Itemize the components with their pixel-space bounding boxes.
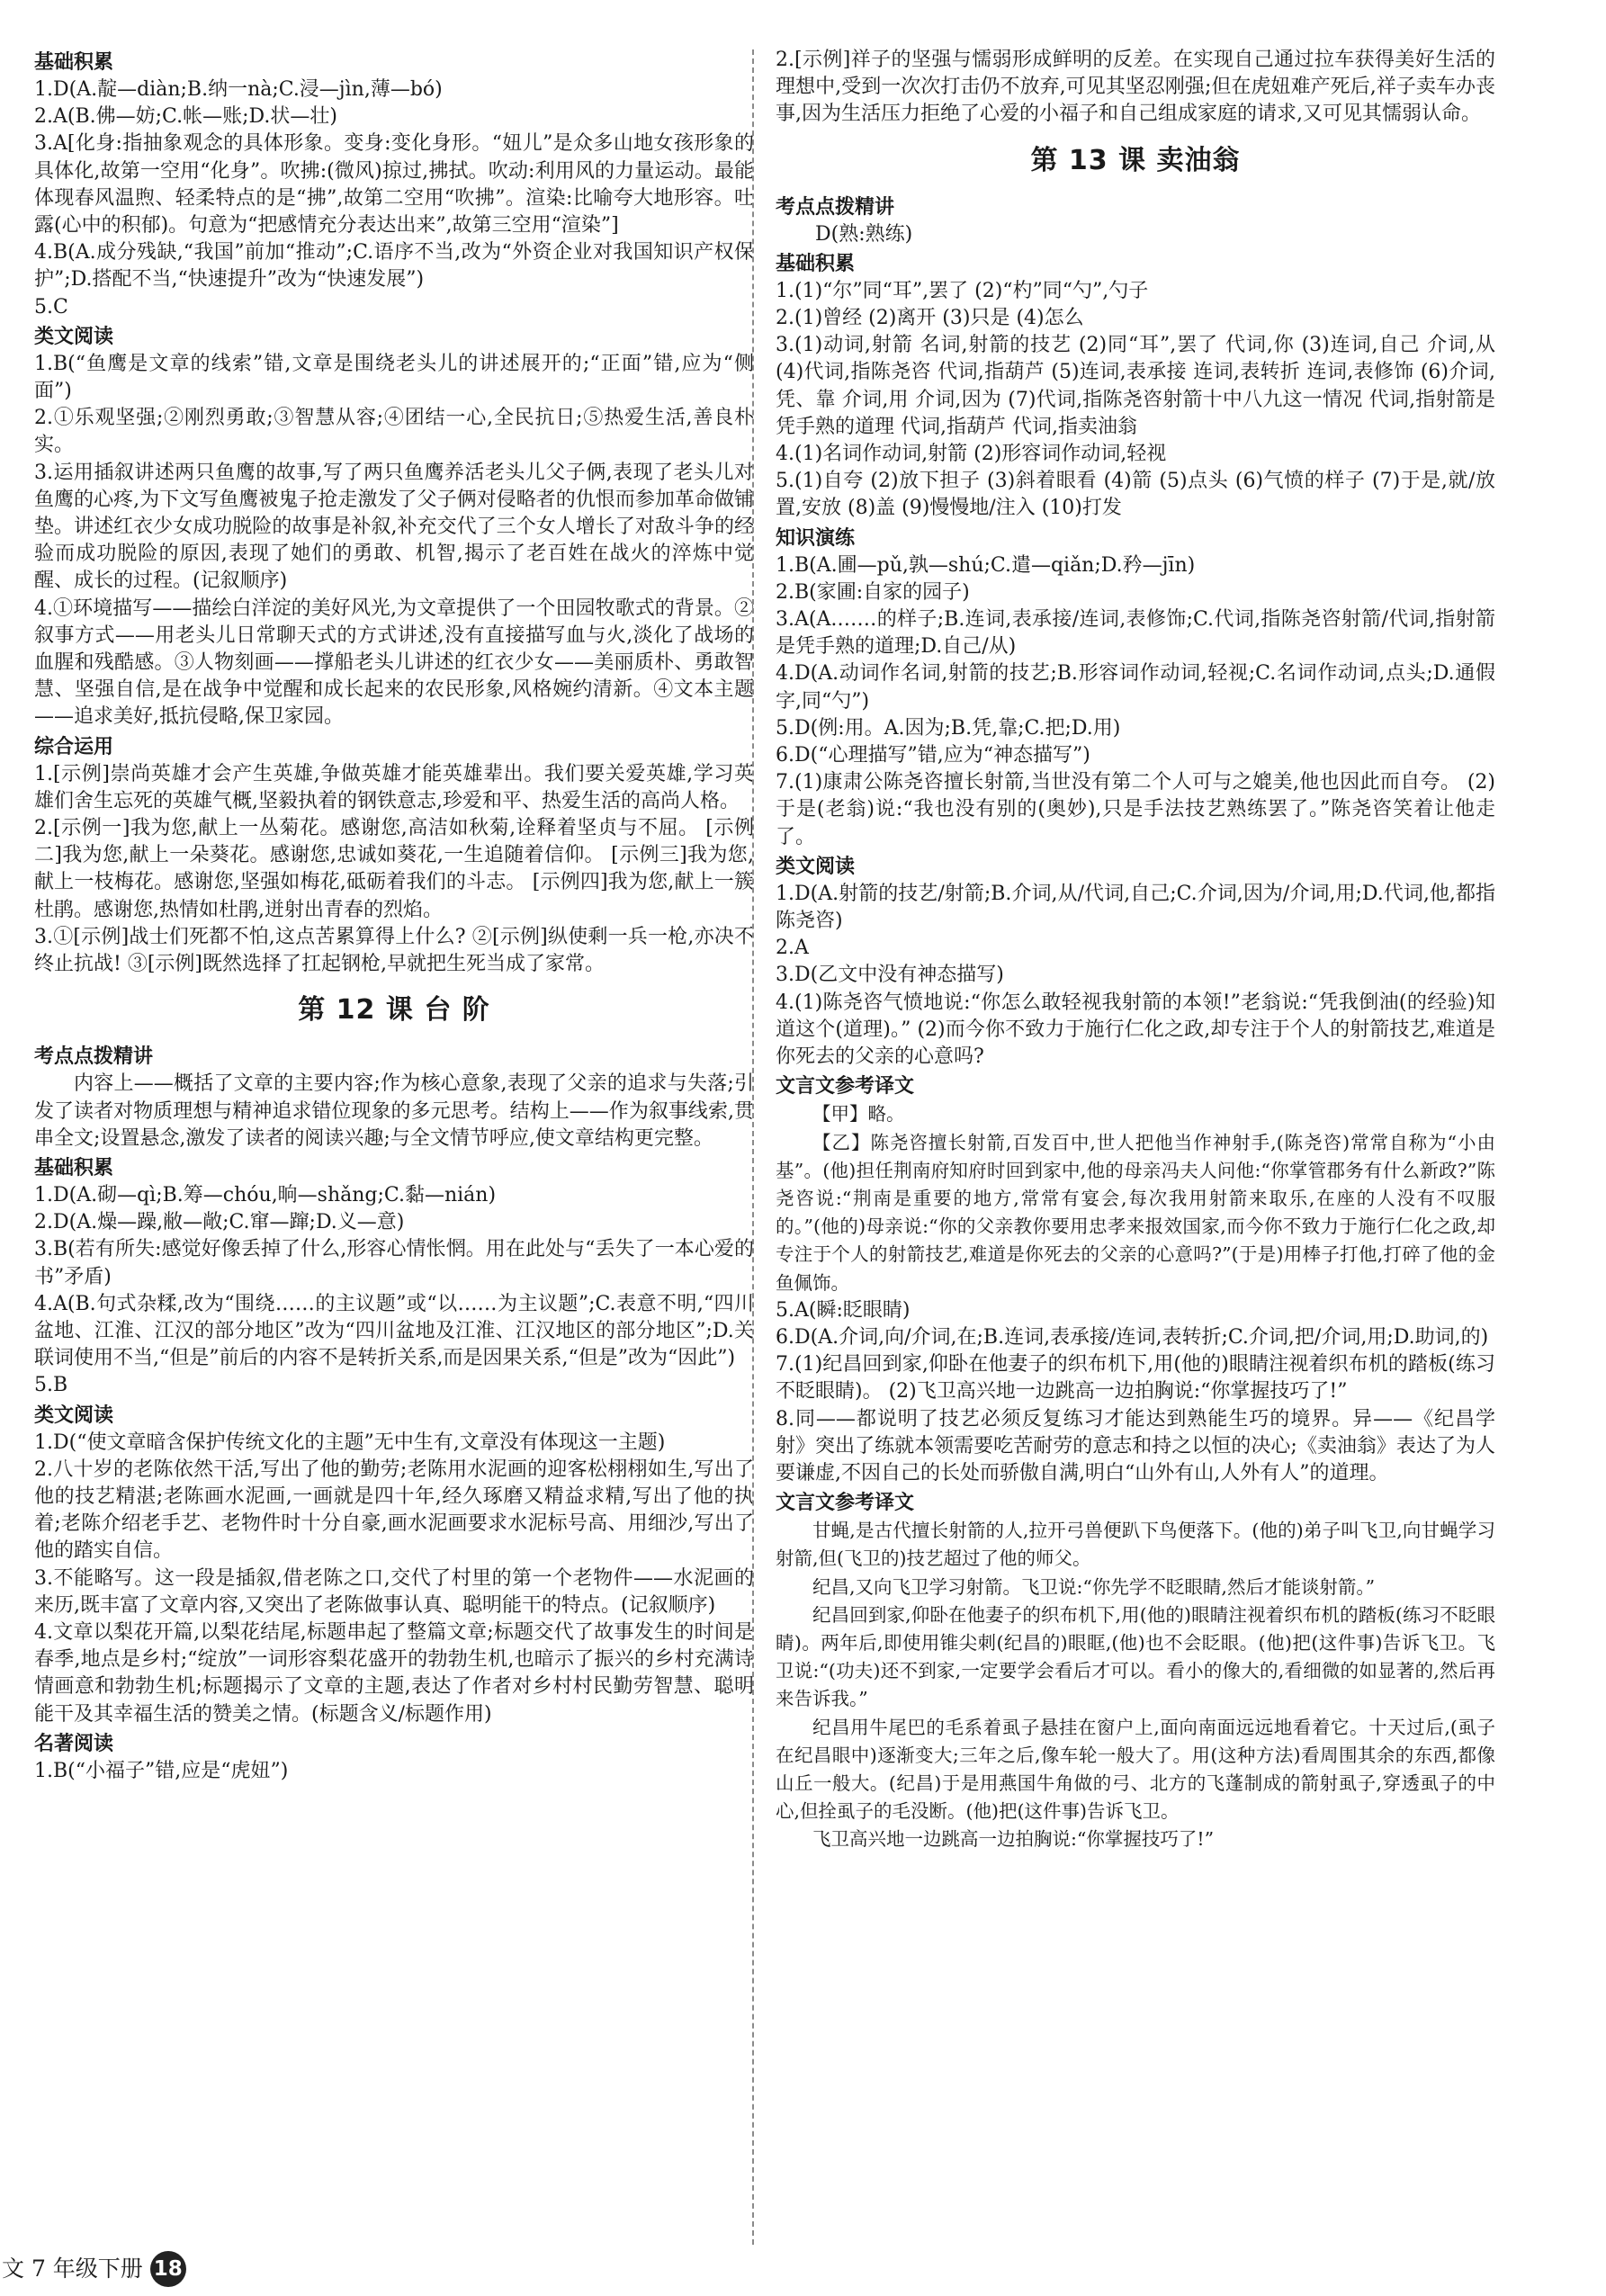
answer-paragraph: 3.①[示例]战士们死都不怕,这点苦累算得上什么? ②[示例]纵使剩一兵一枪,亦决不终止抗战! ③[示例]既然选择了扛起钢枪,早就把生死当成了家常。 [34, 925, 754, 976]
answer-paragraph: 4.D(A.动词作名词,射箭的技艺;B.形容词作动词,轻视;C.名词作动词,点头;D.通假字,同“勺”) [776, 662, 1495, 713]
answer-paragraph: 4.(1)名词作动词,射箭 (2)形容词作动词,轻视 [776, 443, 1167, 466]
answer-paragraph: 内容上——概括了文章的主要内容;作为核心意象,表现了父亲的追求与失落;引发了读者对物质理想与精神追求错位现象的多元思考。结构上——作为叙事线索,贯串全文;设置悬念,激发了读者的阅读兴趣;与全文情节呼应,使文章结构更完整。 [34, 1072, 754, 1150]
answer-paragraph: 1.D(“使文章暗含保护传统文化的主题”无中生有,文章没有体现这一主题) [34, 1431, 666, 1454]
answer-paragraph: 3.运用插叙讲述两只鱼鹰的故事,写了两只鱼鹰养活老头儿父子俩,表现了老头儿对鱼鹰的心疼,为下文写鱼鹰被鬼子抢走激发了父子俩对侵略者的仇恨而参加革命做铺垫。讲述红衣少女成功脱险的故事是补叙,补充交代了三个女人增长了对敌斗争的经验而成功脱险的原因,表现了她们的勇敢、机智,揭示了老百姓在战火的淬炼中觉醒、成长的过程。(记叙顺序) [34, 461, 754, 593]
answer-paragraph: 3.(1)动词,射箭 名词,射箭的技艺 (2)同“耳”,罢了 代词,你 (3)连词,自己 介词,从 (4)代词,指陈尧咨 代词,指葫芦 (5)连词,表承接 连词,表转折 连词,表修饰 (6)介词,凭、靠 介词,用 介词,因为 (7)代词,指陈尧咨射箭十中八九这一情况 代词,指射箭是凭手熟的道理 代词,指葫芦 代词,指卖油翁 [776, 334, 1495, 438]
answer-paragraph: 1.B(“鱼鹰是文章的线索”错,文章是围绕老头儿的讲述展开的;“正面”错,应为“侧面”) [34, 352, 754, 403]
answer-paragraph: 1.B(A.圃—pǔ,孰—shú;C.遣—qiǎn;D.矜—jīn) [776, 553, 1196, 577]
section-heading: 考点点拨精讲 [34, 1045, 154, 1069]
answer-paragraph: 5.B [34, 1374, 68, 1397]
answer-paragraph: 2.[示例一]我为您,献上一丛菊花。感谢您,高洁如秋菊,诠释着坚贞与不屈。 [示例二]我为您,献上一朵葵花。感谢您,忠诚如葵花,一生追随着信仰。 [示例三]我为您,献上一枝梅花。感谢您,坚强如梅花,砥砺着我们的斗志。 [示例四]我为您,献上一簇杜鹃。感谢您,热情如杜鹃,迸射出青春的烈焰。 [34, 817, 754, 921]
answer-paragraph: 纪昌,又向飞卫学习射箭。飞卫说:“你先学不眨眼睛,然后才能谈射箭。” [812, 1575, 1376, 1598]
section-heading: 基础积累 [34, 1156, 114, 1179]
section-heading: 类文阅读 [776, 855, 856, 878]
section-heading: 类文阅读 [34, 325, 114, 348]
answer-paragraph: 2.[示例]祥子的坚强与懦弱形成鲜明的反差。在实现自己通过拉车获得美好生活的理想中,受到一次次打击仍不放弃,可见其坚忍刚强;但在虎妞难产死后,祥子卖车办丧事,因为生活压力拒绝了心爱的小福子和自己组成家庭的请求,又可见其懦弱认命。 [776, 49, 1495, 126]
section-heading: 文言文参考译文 [776, 1492, 915, 1515]
answer-paragraph: 2.A(B.佛—妨;C.帐—账;D.状—壮) [34, 105, 337, 129]
answer-paragraph: 3.不能略写。这一段是插叙,借老陈之口,交代了村里的第一个老物件——水泥画的来历,既丰富了文章内容,又突出了老陈做事认真、聪明能干的特点。(记叙顺序) [34, 1566, 754, 1617]
answer-paragraph: 1.(1)“尔”同“耳”,罢了 (2)“杓”同“勺”,勺子 [776, 279, 1149, 302]
answer-paragraph: 3.D(乙文中没有神态描写) [776, 964, 1004, 987]
answer-paragraph: 4.(1)陈尧咨气愤地说:“你怎么敢轻视我射箭的本领!”老翁说:“凭我倒油(的经验)知道这个(道理)。” (2)而今你不致力于施行仁化之政,却专注于个人的射箭技艺,难道是你死去的父亲的心意吗? [776, 991, 1495, 1069]
answer-paragraph: 6.D(“心理描写”错,应为“神态描写”) [776, 744, 1090, 767]
lesson-title: 第 13 课 卖油翁 [1030, 144, 1241, 176]
section-heading: 考点点拨精讲 [776, 195, 895, 219]
answer-paragraph: 【乙】陈尧咨擅长射箭,百发百中,世人把他当作神射手,(陈尧咨)常常自称为“小由基”。(他)担任荆南府知府时回到家中,他的母亲冯夫人问他:“你掌管郡务有什么新政?”陈尧咨说:“荆南是重要的地方,常常有宴会,每次我用射箭来取乐,在座的人没有不叹服的。”(他的)母亲说:“你的父亲教你要用忠孝来报效国家,而今你不致力于施行仁化之政,却专注于个人的射箭技艺,难道是你死去的父亲的心意吗?”(于是)用棒子打他,打碎了他的金鱼佩饰。 [776, 1131, 1495, 1294]
section-heading: 基础积累 [34, 51, 114, 74]
answer-paragraph: 5.C [34, 295, 68, 318]
answer-paragraph: 5.(1)自夸 (2)放下担子 (3)斜着眼看 (4)箭 (5)点头 (6)气愤的样子 (7)于是,就/放置,安放 (8)盖 (9)慢慢地/注入 (10)打发 [776, 470, 1495, 520]
answer-paragraph: 飞卫高兴地一边跳高一边拍胸说:“你掌握技巧了!” [812, 1828, 1215, 1851]
answer-paragraph: 3.B(若有所失:感觉好像丢掉了什么,形容心情怅惘。用在此处与“丢失了一本心爱的书”矛盾) [34, 1238, 754, 1288]
answer-paragraph: 1.D(A.射箭的技艺/射箭;B.介词,从/代词,自己;C.介词,因为/介词,用;D.代词,他,都指陈尧咨) [776, 882, 1495, 933]
answer-paragraph: 2.A [776, 937, 809, 960]
section-heading: 综合运用 [34, 735, 114, 758]
answer-paragraph: 甘蝇,是古代擅长射箭的人,拉开弓兽便趴下鸟便落下。(他的)弟子叫飞卫,向甘蝇学习射箭,但(飞卫的)技艺超过了他的师父。 [776, 1520, 1495, 1570]
answer-paragraph: 4.①环境描写——描绘白洋淀的美好风光,为文章提供了一个田园牧歌式的背景。②叙事方式——用老头儿日常聊天式的方式讲述,没有直接描写血与火,淡化了战场的血腥和残酷感。③人物刻画——撑船老头儿讲述的红衣少女——美丽质朴、勇敢智慧、坚强自信,是在战争中觉醒和成长起来的农民形象,风格婉约清新。④文本主题——追求美好,抵抗侵略,保卫家园。 [34, 596, 754, 729]
answer-paragraph: 3.A(A.……的样子;B.连词,表承接/连词,表修饰;C.代词,指陈尧咨射箭/代词,指射箭是凭手熟的道理;D.自己/从) [776, 608, 1495, 659]
left-column [34, 47, 754, 1785]
answer-paragraph: 2.①乐观坚强;②刚烈勇敢;③智慧从容;④团结一心,全民抗日;⑤热爱生活,善良朴实。 [34, 407, 754, 457]
answer-paragraph: 2.B(家圃:自家的园子) [776, 580, 970, 604]
answer-paragraph: 纪昌回到家,仰卧在他妻子的织布机下,用(他的)眼睛注视着织布机的踏板(练习不眨眼睛)。两年后,即使用锥尖刺(纪昌的)眼眶,(他)也不会眨眼。(他)把(这件事)告诉飞卫。飞卫说:“(功夫)还不到家,一定要学会看后才可以。看小的像大的,看细微的如显著的,然后再来告诉我。” [776, 1603, 1495, 1710]
section-heading: 知识演练 [776, 526, 856, 550]
answer-paragraph: 5.A(瞬:眨眼睛) [776, 1298, 911, 1322]
answer-paragraph: 1.D(A.靛—diàn;B.纳一nà;C.浸—jìn,薄—bó) [34, 78, 443, 101]
answer-paragraph: 6.D(A.介词,向/介词,在;B.连词,表承接/连词,表转折;C.介词,把/介词,用;D.助词,的) [776, 1325, 1489, 1349]
answer-paragraph: 7.(1)纪昌回到家,仰卧在他妻子的织布机下,用(他的)眼睛注视着织布机的踏板(练习不眨眼睛)。 (2)飞卫高兴地一边跳高一边拍胸说:“你掌握技巧了!” [776, 1353, 1495, 1404]
answer-paragraph: 4.文章以梨花开篇,以梨花结尾,标题串起了整篇文章;标题交代了故事发生的时间是春季,地点是乡村;“绽放”一词形容梨花盛开的勃勃生机,也暗示了振兴的乡村充满诗情画意和勃勃生机;标题揭示了文章的主题,表达了作者对乡村村民勤劳智慧、聪明能干及其幸福生活的赞美之情。(标题含义/标题作用) [34, 1620, 754, 1726]
answer-paragraph: 1.[示例]崇尚英雄才会产生英雄,争做英雄才能英雄辈出。我们要关爱英雄,学习英雄们舍生忘死的英雄气概,坚毅执着的钢铁意志,珍爱和平、热爱生活的高尚人格。 [34, 762, 754, 812]
section-heading: 文言文参考译文 [776, 1075, 915, 1099]
answer-paragraph: 1.B(“小福子”错,应是“虎妞”) [34, 1759, 289, 1782]
answer-paragraph: D(熟:熟练) [815, 222, 913, 246]
answer-paragraph: 【甲】略。 [812, 1103, 905, 1126]
answer-paragraph: 纪昌用牛尾巴的毛系着虱子悬挂在窗户上,面向南面远远地看着它。十天过后,(虱子在纪昌眼中)逐渐变大;三年之后,像车轮一般大了。用(这种方法)看周围其余的东西,都像山丘一般大。(纪昌)于是用燕国牛角做的弓、北方的飞蓬制成的箭射虱子,穿透虱子的中心,但拴虱子的毛没断。(他)把(这件事)告诉飞卫。 [776, 1716, 1495, 1823]
answer-paragraph: 7.(1)康肃公陈尧咨擅长射箭,当世没有第二个人可与之媲美,他也因此而自夸。 (2)于是(老翁)说:“我也没有别的(奥妙),只是手法技艺熟练罢了。”陈尧咨笑着让他走了。 [776, 771, 1495, 848]
answer-paragraph: 4.A(B.句式杂糅,改为“围绕……的主议题”或“以……为主议题”;C.表意不明,“四川盆地、江淮、江汉的部分地区”改为“四川盆地及江淮、江汉地区的部分地区”;D.关联词使用不当,“但是”前后的内容不是转折关系,而是因果关系,“但是”改为“因此”) [34, 1292, 754, 1370]
answer-paragraph: 2.D(A.燥—躁,敝—敞;C.窜—蹿;D.义—意) [34, 1211, 405, 1234]
right-column [776, 47, 1495, 1854]
answer-paragraph: 2.八十岁的老陈依然干活,写出了他的勤劳;老陈用水泥画的迎客松栩栩如生,写出了他的技艺精湛;老陈画水泥画,一画就是四十年,经久琢磨又精益求精,写出了他的执着;老陈介绍老手艺、老物件时十分自豪,画水泥画要求水泥标号高、用细沙,写出了他的踏实自信。 [34, 1457, 754, 1563]
section-heading: 基础积累 [776, 252, 856, 275]
answer-paragraph: 8.同——都说明了技艺必须反复练习才能达到熟能生巧的境界。异——《纪昌学射》突出了练就本领需要吃苦耐劳的意志和持之以恒的决心;《卖油翁》表达了为人要谦虚,不因自己的长处而骄傲自满,明白“山外有山,人外有人”的道理。 [776, 1407, 1495, 1484]
section-heading: 类文阅读 [34, 1404, 114, 1427]
answer-paragraph: 5.D(例:用。A.因为;B.凭,靠;C.把;D.用) [776, 716, 1121, 740]
lesson-title: 第 12 课 台 阶 [298, 994, 490, 1027]
column-divider [752, 49, 754, 2245]
section-heading: 名著阅读 [34, 1732, 114, 1755]
answer-paragraph: 2.(1)曾经 (2)离开 (3)只是 (4)怎么 [776, 307, 1084, 330]
answer-paragraph: 1.D(A.砌—qì;B.筹—chóu,晌—shǎng;C.黏—nián) [34, 1183, 497, 1206]
page-footer [0, 2249, 186, 2289]
answer-paragraph: 4.B(A.成分残缺,“我国”前加“推动”;C.语序不当,改为“外资企业对我国知识产权保护”;D.搭配不当,“快速提升”改为“快速发展”) [34, 241, 754, 291]
book-label: 文 7 年级下册 [2, 2256, 143, 2282]
answer-paragraph: 3.A[化身:指抽象观念的具体形象。变身:变化身形。“妞儿”是众多山地女孩形象的具体化,故第一空用“化身”。吹拂:(微风)掠过,拂拭。吹动:利用风的力量运动。最能体现春风温煦、轻柔特点的是“拂”,故第二空用“吹拂”。渲染:比喻夸大地形容。吐露(心中的积郁)。句意为“把感情充分表达出来”,故第三空用“渲染”] [34, 132, 754, 238]
page-number-badge: 18 [150, 2251, 186, 2287]
